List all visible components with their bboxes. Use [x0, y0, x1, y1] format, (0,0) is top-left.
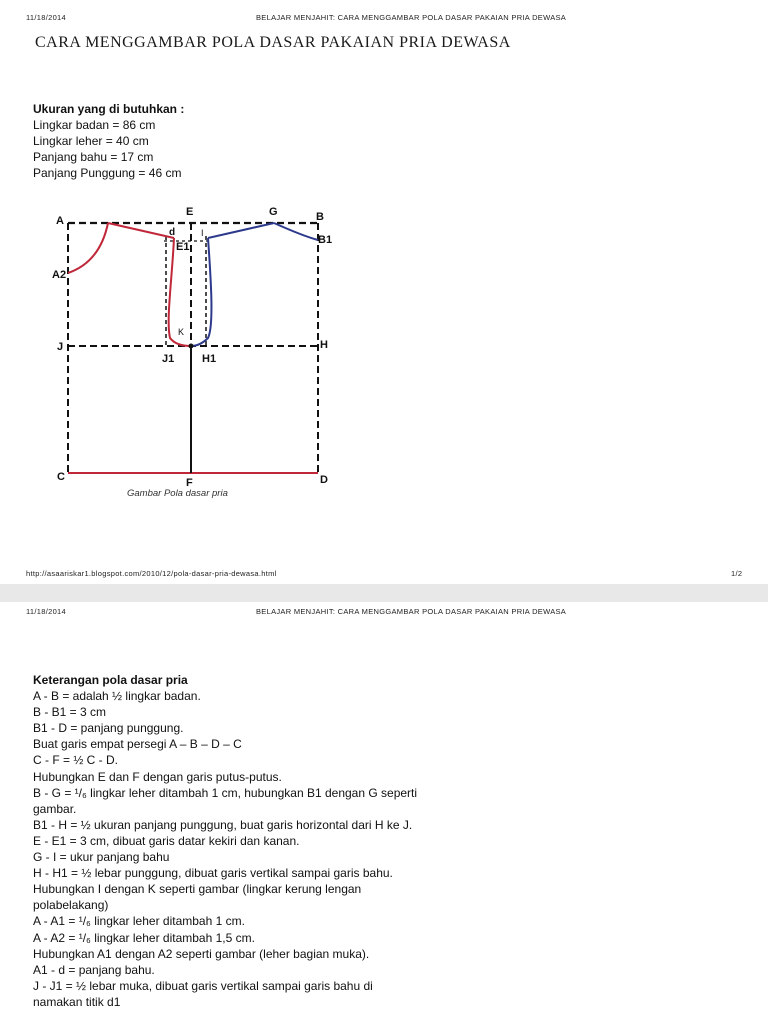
label-C: C [57, 471, 65, 483]
back-neckline [274, 223, 318, 240]
label-G: G [269, 206, 278, 218]
note-line: E - E1 = 3 cm, dibuat garis datar kekiri dan kanan. [33, 833, 300, 848]
label-E: E [186, 206, 194, 218]
label-A: A [56, 215, 64, 227]
note-line: A - A1 = ¹/₆ lingkar leher ditambah 1 cm. [33, 914, 245, 929]
note-line: B - G = ¹/₆ lingkar leher ditambah 1 cm, hubungkan B1 dengan G seperti gambar. [33, 785, 418, 816]
requirement-item: Panjang bahu = 17 cm [33, 150, 154, 164]
label-A2: A2 [52, 269, 67, 281]
requirement-item: Panjang Punggung = 46 cm [33, 166, 182, 180]
note-line: Hubungkan I dengan K seperti gambar (lingkar kerung lengan polabelakang) [33, 882, 362, 913]
label-J: J [57, 341, 64, 353]
front-shoulder [108, 223, 174, 238]
note-line: J - J1 = ½ lebar muka, dibuat garis vertikal sampai garis bahu di namakan titik d1 [33, 978, 373, 1009]
note-line: Buat garis empat persegi A – B – D – C [33, 737, 242, 752]
label-H1: H1 [202, 353, 217, 365]
note-line: A - A2 = ¹/₆ lingkar leher ditambah 1,5 cm. [33, 930, 255, 945]
back-armhole [191, 238, 211, 346]
diagram-caption: Gambar Pola dasar pria [127, 488, 228, 499]
footer-page-number: 1/2 [731, 569, 743, 578]
footer-url[interactable]: http://asaariskar1.blogspot.com/2010/12/pola-dasar-pria-dewasa.html [26, 569, 277, 578]
note-line: G - I = ukur panjang bahu [33, 850, 170, 865]
label-F: F [186, 477, 193, 489]
label-D: D [320, 474, 328, 486]
label-d: d [169, 227, 176, 238]
label-B1: B1 [318, 234, 333, 246]
note-line: H - H1 = ½ lebar punggung, dibuat garis vertikal sampai garis bahu. [33, 866, 393, 881]
header-title: BELAJAR MENJAHIT: CARA MENGGAMBAR POLA DASAR PAKAIAN PRIA DEWASA [256, 13, 567, 22]
label-H: H [320, 339, 328, 351]
requirement-item: Lingkar leher = 40 cm [33, 134, 149, 148]
note-line: C - F = ½ C - D. [33, 753, 119, 768]
label-B: B [316, 211, 324, 223]
note-line: A1 - d = panjang bahu. [33, 962, 155, 977]
page-separator [0, 584, 768, 602]
header2-date: 11/18/2014 [26, 607, 66, 616]
front-neckline [68, 223, 108, 273]
requirements-block [33, 101, 184, 181]
requirements-heading: Ukuran yang di butuhkan : [33, 102, 185, 116]
back-shoulder [208, 223, 274, 238]
note-line: B1 - D = panjang punggung. [33, 721, 184, 736]
note-line: B - B1 = 3 cm [33, 705, 107, 720]
point-K [189, 344, 194, 349]
note-line: Hubungkan E dan F dengan garis putus-putus. [33, 769, 282, 784]
label-I: I [201, 228, 204, 238]
note-line: Hubungkan A1 dengan A2 seperti gambar (leher bagian muka). [33, 946, 370, 961]
header-date: 11/18/2014 [26, 13, 66, 22]
notes-heading: Keterangan pola dasar pria [33, 673, 188, 687]
requirement-item: Lingkar badan = 86 cm [33, 118, 156, 132]
notes-block [33, 672, 423, 1010]
header2-title: BELAJAR MENJAHIT: CARA MENGGAMBAR POLA DASAR PAKAIAN PRIA DEWASA [256, 607, 567, 616]
label-E1: E1 [176, 241, 190, 253]
note-line: A - B = adalah ½ lingkar badan. [33, 689, 201, 704]
label-K: K [178, 327, 185, 337]
note-line: B1 - H = ½ ukuran panjang punggung, buat garis horizontal dari H ke J. [33, 817, 413, 832]
label-J1: J1 [162, 353, 175, 365]
pattern-diagram [48, 200, 348, 490]
page-title: CARA MENGGAMBAR POLA DASAR PAKAIAN PRIA DEWASA [35, 34, 511, 51]
